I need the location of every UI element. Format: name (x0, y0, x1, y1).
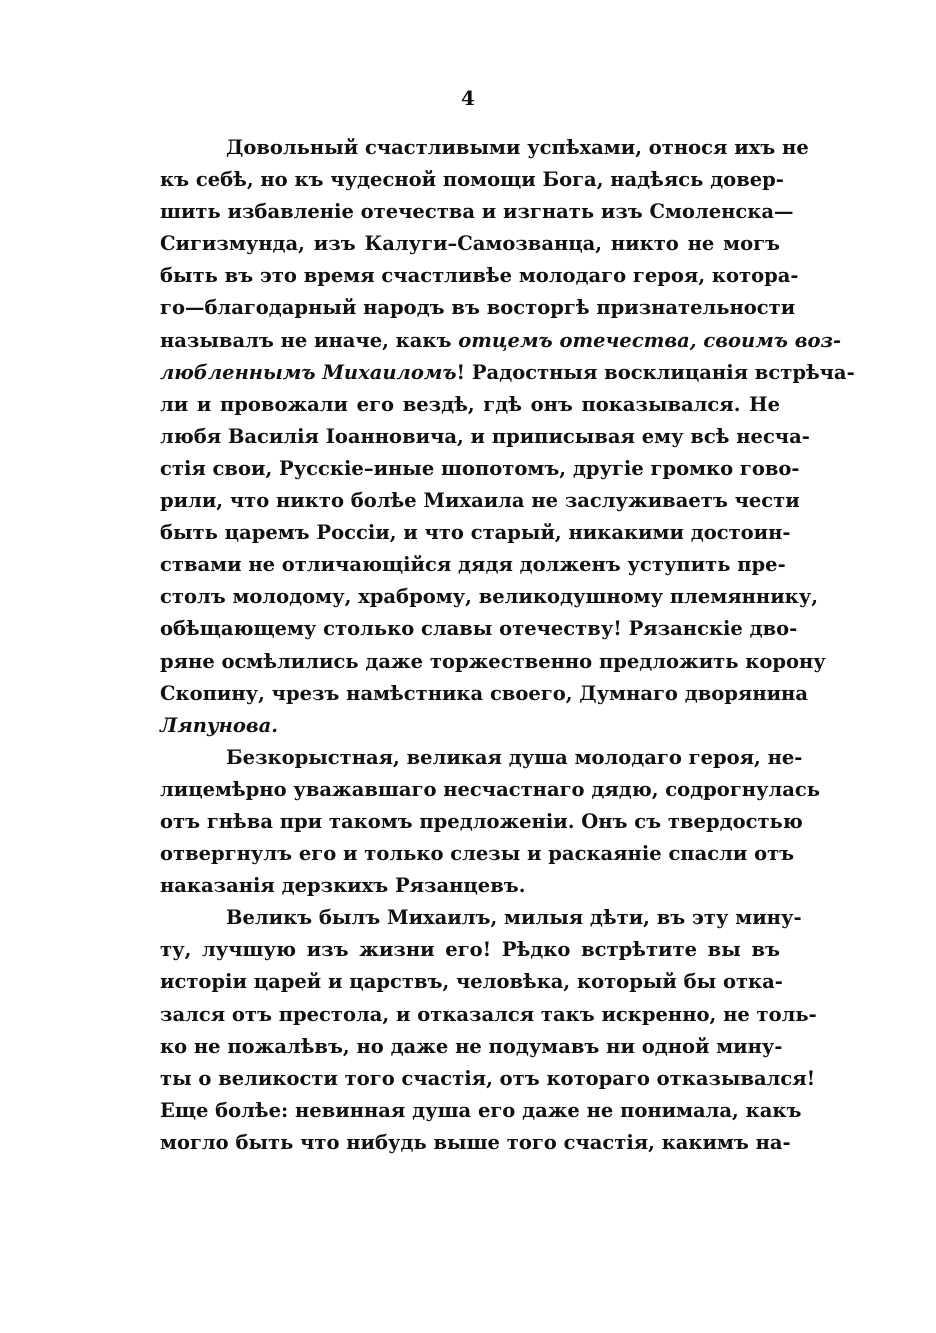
page-number: 4 (461, 86, 475, 110)
p1-line-14: ствами не отличающійся дядя долженъ уступить пре- (160, 553, 786, 577)
p3-line-1: Великъ былъ Михаилъ, милыя дѣти, въ эту мину- (226, 906, 802, 930)
p1-line-10: любя Василія Іоанновича, и приписывая ему всѣ несча- (160, 424, 810, 448)
p1-line-18: Скопину, чрезъ намѣстника своего, Думнаго дворянина (160, 681, 808, 705)
p2-line-4: отвергнулъ его и только слезы и раскаяніе спасли отъ (160, 842, 795, 866)
p1-line-8-italic: любленнымъ Михаиломъ (160, 360, 457, 384)
p2-line-5: наказанія дерзкихъ Рязанцевъ. (160, 874, 526, 898)
p1-line-7-italic: отцемъ отечества, своимъ воз- (458, 328, 842, 352)
p1-line-11: стія свои, Русскіе–иные шопотомъ, другіе громко гово- (160, 456, 800, 480)
body-text (160, 132, 855, 1159)
p3-line-7: Еще болѣе: невинная душа его даже не понимала, какъ (160, 1098, 802, 1122)
p1-line-16: обѣщающему столько славы отечеству! Рязанскіе дво- (160, 617, 798, 641)
p1-line-12: рили, что никто болѣе Михаила не заслуживаетъ чести (160, 489, 800, 513)
p2-line-1: Безкорыстная, великая душа молодаго героя, не- (226, 745, 803, 769)
p2-line-2: лицемѣрно уважавшаго несчастнаго дядю, содрогнулась (160, 777, 821, 801)
p1-line-7 (160, 325, 842, 357)
p1-line-3: шить избавленіе отечества и изгнать изъ Смоленска— (160, 200, 794, 224)
p1-line-7-text: называлъ не иначе, какъ (160, 328, 459, 352)
p3-line-4: зался отъ престола, и отказался такъ искренно, не толь- (160, 1002, 817, 1026)
p1-line-8 (160, 357, 855, 389)
p1-last-italic: Ляпунова. (160, 713, 279, 737)
p1-line-5: быть въ это время счастливѣе молодаго героя, котора- (160, 264, 799, 288)
p3-line-2: ту, лучшую изъ жизни его! Рѣдко встрѣтите вы въ (160, 938, 780, 962)
p1-line-17: ряне осмѣлились даже торжественно предложить корону (160, 649, 826, 673)
p1-line-8-rest: ! Радостныя восклицанія встрѣча- (456, 360, 855, 384)
p1-line-2: къ себѣ, но къ чудесной помощи Бога, надѣясь довер- (160, 168, 784, 192)
p1-line-9: ли и провожали его вездѣ, гдѣ онъ показывался. Не (160, 392, 780, 416)
p1-line-4: Сигизмунда, изъ Калуги–Самозванца, никто не могъ (160, 232, 780, 256)
p1-line-6: го—благодарный народъ въ восторгѣ признательности (160, 296, 796, 320)
p1-line-13: быть царемъ Россіи, и что старый, никакими достоин- (160, 521, 791, 545)
p1-line-1: Довольный счастливыми успѣхами, относя ихъ не (226, 136, 809, 159)
p3-line-8: могло быть что нибудь выше того счастія, какимъ на- (160, 1130, 791, 1154)
p1-line-15: столъ молодому, храброму, великодушному племяннику, (160, 585, 819, 609)
p3-line-3: исторіи царей и царствъ, человѣка, который бы отка- (160, 970, 783, 994)
p1-line-19 (160, 710, 780, 742)
p3-line-6: ты о великости того счастія, отъ котораго отказывался! (160, 1066, 816, 1090)
p3-line-5: ко не пожалѣвъ, но даже не подумавъ ни одной мину- (160, 1034, 783, 1058)
p2-line-3: отъ гнѣва при такомъ предложеніи. Онъ съ твердостью (160, 809, 803, 833)
